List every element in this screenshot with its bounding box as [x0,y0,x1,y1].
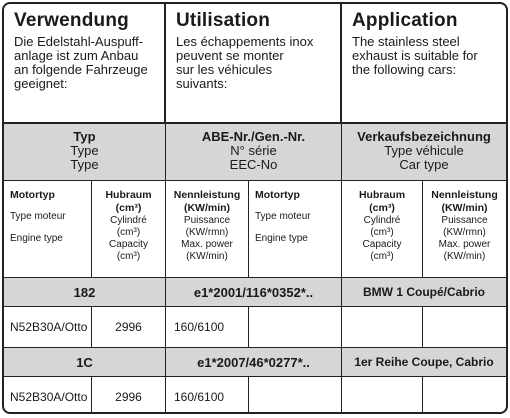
hubraum-label: Hubraum [105,189,152,201]
intro-section [4,4,506,124]
intro-line: Die Edelstahl-Auspuff- [14,34,144,49]
intro-english-text [352,35,500,77]
capacity-unit: (cm³) [370,251,394,262]
intro-line: Les échappements inox [176,34,314,49]
intro-line: exhaust is suitable for [352,48,478,63]
table-header [4,124,506,181]
engine-power: 160/6100 [166,307,249,347]
engine-type-label: Engine type [10,233,63,244]
header-abe-en: EEC-No [229,157,278,172]
intro-german [4,4,166,122]
intro-german-text [14,35,158,91]
application-sheet [2,2,508,414]
nennleistung-label: Nennleistung [173,189,241,201]
capacity-label: Capacity [362,239,402,250]
header-sales [342,124,506,180]
header-abe-de: ABE-Nr./Gen.-Nr. [201,129,306,144]
sub-hubraum-b [342,181,423,277]
engine-capacity: 2996 [92,307,166,347]
cylindre-label: Cylindré [363,215,401,226]
title-application: Application [352,10,458,31]
hubraum-unit: (cm³) [115,202,142,214]
intro-french [166,4,342,122]
nennleistung-unit: (KW/min) [441,202,488,214]
sub-nenn-b [423,181,506,277]
max-power-label: Max. power [438,239,491,250]
hubraum-unit: (cm³) [369,202,395,214]
motortyp-label: Motortyp [10,189,55,201]
puissance-unit: (KW/rmn) [185,227,229,238]
intro-line: anlage ist zum Anbau [14,48,139,63]
vehicle-band [4,348,506,377]
capacity-unit: (cm³) [116,251,141,262]
intro-line: sur les véhicules [176,62,273,77]
header-type-de: Typ [73,129,96,144]
vehicle-type: 182 [4,278,166,306]
intro-line: The stainless steel [352,34,460,49]
vehicle-data-row [4,307,506,348]
vehicle-name: 1er Reihe Coupe, Cabrio [354,355,494,369]
empty-cell [342,377,423,414]
vehicle-type: 1C [4,348,166,376]
sub-header [4,181,506,278]
header-type [4,124,166,180]
engine-type-label: Engine type [255,233,308,244]
engine-capacity: 2996 [92,377,166,414]
max-power-unit: (KW/min) [186,251,228,262]
header-sales-fr: Type véhicule [384,143,464,158]
sub-motortyp-a [4,181,92,277]
vehicle-abe: e1*2001/116*0352*.. [166,278,342,306]
vehicle-name: BMW 1 Coupé/Cabrio [363,285,485,299]
intro-line: geeignet: [14,76,68,91]
intro-english [342,4,506,122]
header-type-fr: Type [70,143,99,158]
empty-cell [342,307,423,347]
motortyp-label: Motortyp [255,189,300,201]
capacity-label: Capacity [109,239,148,250]
type-moteur-label: Type moteur [255,211,311,222]
cylindre-label: Cylindré [110,215,147,226]
empty-cell [249,377,342,414]
vehicle-band [4,278,506,307]
type-moteur-label: Type moteur [10,211,66,222]
sub-nenn-a [166,181,249,277]
intro-line: peuvent se monter [176,48,284,63]
nennleistung-label: Nennleistung [431,189,498,201]
cylindre-unit: (cm³) [370,227,394,238]
intro-line: an folgende Fahrzeuge [14,62,148,77]
intro-line: suivants: [176,76,228,91]
header-abe [166,124,342,180]
engine-power: 160/6100 [166,377,249,414]
puissance-label: Puissance [441,215,488,226]
max-power-unit: (KW/min) [443,251,486,262]
max-power-label: Max. power [181,239,233,250]
cylindre-unit: (cm³) [116,227,141,238]
empty-cell [249,307,342,347]
puissance-unit: (KW/rmn) [443,227,486,238]
empty-cell [423,377,506,414]
empty-cell [423,307,506,347]
vehicle-data-row [4,377,506,414]
header-type-en: Type [70,157,99,172]
intro-french-text [176,35,334,91]
vehicle-abe: e1*2007/46*0277*.. [166,348,342,376]
sub-hubraum-a [92,181,166,277]
title-verwendung: Verwendung [14,10,129,31]
nennleistung-unit: (KW/min) [183,202,231,214]
header-sales-en: Car type [399,157,449,172]
hubraum-label: Hubraum [358,189,406,201]
engine-code: N52B30A/Otto [4,307,92,347]
intro-line: the following cars: [352,62,457,77]
title-utilisation: Utilisation [176,10,271,31]
header-sales-de: Verkaufsbezeichnung [357,129,491,144]
puissance-label: Puissance [183,215,231,226]
sub-motortyp-b [249,181,342,277]
header-abe-fr: N° série [230,143,277,158]
engine-code: N52B30A/Otto [4,377,92,414]
